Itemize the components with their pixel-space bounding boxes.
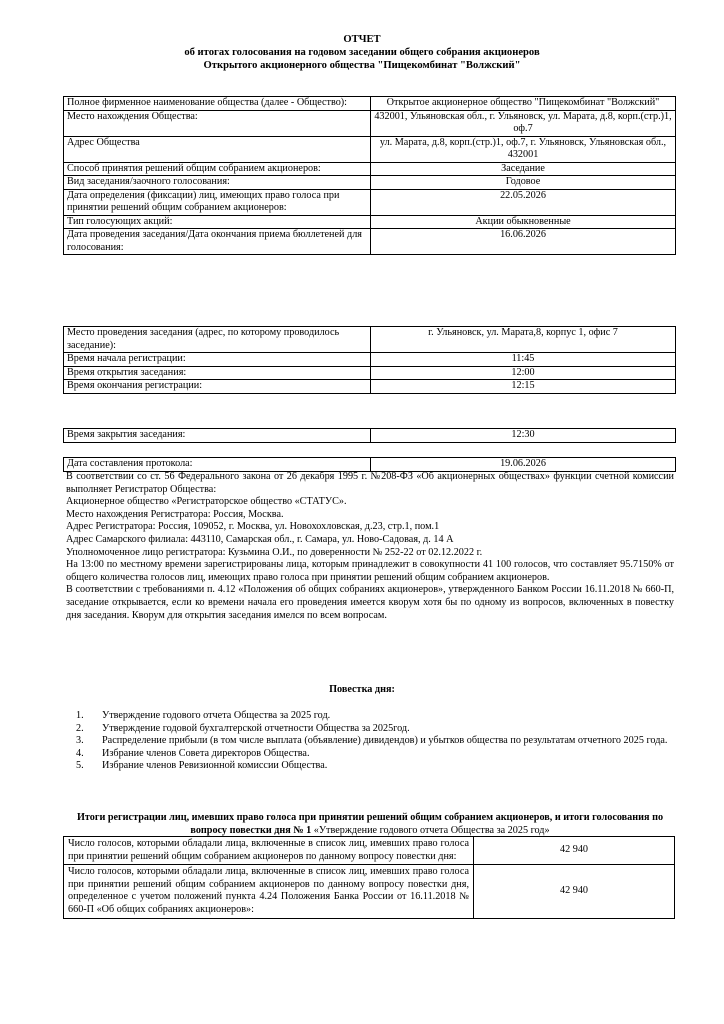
list-item: [66, 760, 676, 773]
table-row: [64, 136, 676, 162]
row-value: 42 940: [474, 837, 675, 865]
row-label: Число голосов, которыми обладали лица, включенные в список лиц, имевших право голоса при принятии решений общим собранием акционеров по данному вопросу повестки дня, определенное с учетом положений пункта 4.24 Положения Банка России от 16.11.2018 № 660-П «Об общих собраниях акционеров»:: [64, 865, 474, 918]
paragraph-counting-commission: В соответствии со ст. 56 Федерального закона от 26 декабря 1995 г. №208-ФЗ «Об акционерных обществах» функции счетной комиссии выполняет Регистратор Общества:: [66, 471, 674, 495]
table-row: [64, 162, 676, 176]
item-number: 4.: [76, 747, 84, 759]
table-row: [64, 176, 676, 190]
row-value: 42 940: [474, 865, 675, 918]
agenda-title: Повестка дня:: [329, 684, 395, 695]
row-value: г. Ульяновск, ул. Марата,8, корпус 1, офис 7: [371, 327, 676, 353]
row-value: 11:45: [371, 353, 676, 367]
report-title: ОТЧЕТ: [343, 34, 381, 45]
paragraph-registrar-name: Акционерное общество «Регистраторское общество «СТАТУС».: [66, 496, 347, 508]
table-row: [64, 215, 676, 229]
row-label: Число голосов, которыми обладали лица, включенные в список лиц, имевших право голоса при принятии решений общим собранием акционеров по данному вопросу повестки дня:: [64, 837, 474, 865]
paragraph-registrar-location: Место нахождения Регистратора: Россия, Москва.: [66, 508, 284, 520]
table-row: [64, 97, 676, 111]
paragraph-authorized-person: Уполномоченное лицо регистратора: Кузьмина О.И., по доверенности № 252-22 от 02.12.2022 г.: [66, 546, 483, 558]
paragraph-registrar-address: Адрес Регистратора: Россия, 109052, г. Москва, ул. Новохохловская, д.23, стр.1, пом.1: [66, 521, 440, 533]
row-label: Способ принятия решений общим собранием акционеров:: [64, 162, 371, 176]
item-number: 1.: [76, 710, 84, 721]
paragraph-registration-count: На 13:00 по местному времени зарегистрированы лица, которым принадлежит в совокупности 41 100 голосов, что составляет 95.7150% от общего количества голосов лиц, имеющих право голоса при принятии решений общим собранием акционеров.: [66, 559, 674, 583]
row-label: Время закрытия заседания:: [64, 429, 371, 443]
row-value: 12:15: [371, 380, 676, 394]
results-heading-question: «Утверждение годового отчета Общества за 2025 год»: [311, 825, 550, 836]
table-row: [64, 229, 676, 255]
row-label: Тип голосующих акций:: [64, 215, 371, 229]
row-label: Время окончания регистрации:: [64, 380, 371, 394]
agenda-list: [66, 710, 676, 773]
table-row: [64, 110, 676, 136]
closing-time-table: [63, 428, 676, 443]
row-value: 12:30: [371, 429, 676, 443]
table-row: [64, 429, 676, 443]
row-label: Адрес Общества: [64, 136, 371, 162]
row-value: Годовое: [371, 176, 676, 190]
row-value: 16.06.2026: [371, 229, 676, 255]
row-value: 12:00: [371, 366, 676, 380]
table-row: [64, 458, 676, 472]
meeting-details-table: [63, 326, 676, 394]
row-label: Полное фирменное наименование общества (далее - Общество):: [64, 97, 371, 111]
company-info-table: [63, 96, 676, 255]
paragraph-branch-address: Адрес Самарского филиала: 443110, Самарская обл., г. Самара, ул. Ново-Садовая, д. 14 А: [66, 533, 454, 545]
results-table: [63, 836, 675, 919]
body-text: [66, 471, 674, 622]
row-label: Вид заседания/заочного голосования:: [64, 176, 371, 190]
list-item: [66, 710, 676, 723]
item-number: 5.: [76, 760, 84, 772]
row-value: Акции обыкновенные: [371, 215, 676, 229]
row-value: ул. Марата, д.8, корп.(стр.)1, оф.7, г. Ульяновск, Ульяновская обл., 432001: [371, 136, 676, 162]
table-row: [64, 189, 676, 215]
list-item: [66, 748, 676, 761]
row-value: 22.05.2026: [371, 189, 676, 215]
row-value: 432001, Ульяновская обл., г. Ульяновск, ул. Марата, д.8, корп.(стр.)1, оф.7: [371, 110, 676, 136]
item-number: 3.: [76, 735, 84, 747]
table-row: [64, 837, 675, 865]
list-item: [66, 723, 676, 736]
item-text: Утверждение годовой бухгалтерской отчетности Общества за 2025год.: [102, 722, 410, 734]
row-value: 19.06.2026: [371, 458, 676, 472]
row-label: Место проведения заседания (адрес, по которому проводилось заседание):: [64, 327, 371, 353]
item-text: Утверждение годового отчета Общества за 2025 год.: [102, 710, 331, 721]
item-text: Избрание членов Совета директоров Общества.: [102, 747, 310, 759]
table-row: [64, 353, 676, 367]
row-label: Время открытия заседания:: [64, 366, 371, 380]
table-row: [64, 380, 676, 394]
row-value: Заседание: [371, 162, 676, 176]
row-label: Дата проведения заседания/Дата окончания приема бюллетеней для голосования:: [64, 229, 371, 255]
row-label: Дата составления протокола:: [64, 458, 371, 472]
row-value: Открытое акционерное общество "Пищекомбинат "Волжский": [371, 97, 676, 111]
row-label: Время начала регистрации:: [64, 353, 371, 367]
paragraph-quorum: В соответствии с требованиями п. 4.12 «Положения об общих собраниях акционеров», утвержденного Банком России 16.11.2018 № 660-П, заседание открывается, если ко времени начала его проведения имеется кворум хотя бы по одному из вопросов, включенных в повестку дня заседания. Кворум для открытия заседания имелся по всем вопросам.: [66, 584, 674, 621]
row-label: Дата определения (фиксации) лиц, имеющих право голоса при принятии решений общим собранием акционеров:: [64, 189, 371, 215]
row-label: Место нахождения Общества:: [64, 110, 371, 136]
list-item: [66, 735, 676, 748]
report-subtitle: об итогах голосования на годовом заседании общего собрания акционеров: [184, 47, 540, 58]
item-text: Распределение прибыли (в том числе выплата (объявление) дивидендов) и убытков общества по результатам отчетного 2025 года.: [102, 735, 668, 747]
results-heading-bold: Итоги регистрации лиц, имевших право голоса при принятии решений общим собранием акционеров, и итоги голосования по вопросу повестки дня № 1: [76, 812, 664, 836]
protocol-date-table: [63, 457, 676, 472]
company-name-heading: Открытого акционерного общества "Пищекомбинат "Волжский": [203, 60, 521, 71]
table-row: [64, 366, 676, 380]
item-number: 2.: [76, 722, 84, 734]
results-heading: [60, 811, 680, 837]
table-row: [64, 327, 676, 353]
item-text: Избрание членов Ревизионной комиссии Общества.: [102, 760, 328, 772]
table-row: [64, 865, 675, 918]
